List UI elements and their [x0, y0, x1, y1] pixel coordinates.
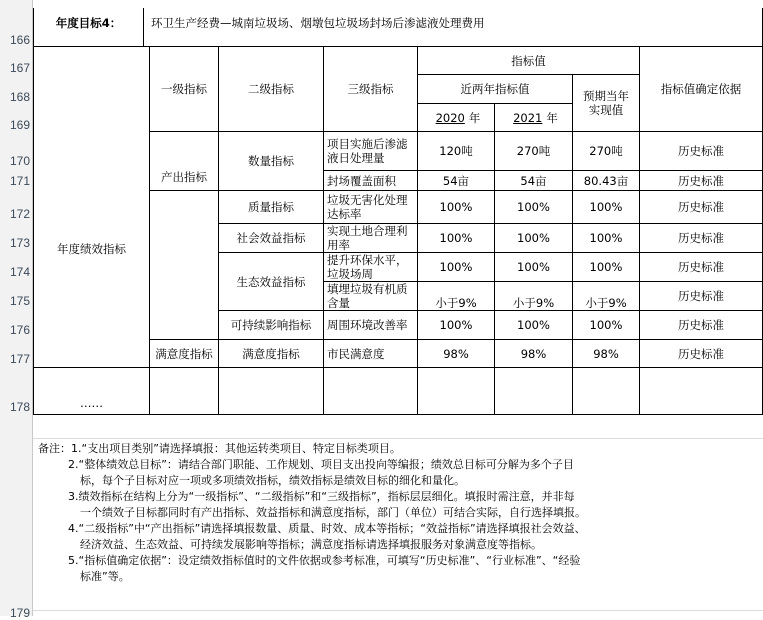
value-2020-cell[interactable]: 120吨	[439, 144, 473, 158]
header-level1[interactable]: 一级指标	[161, 82, 207, 96]
value-2020-cell[interactable]: 小于9%	[435, 296, 477, 310]
basis-cell[interactable]: 历史标准	[678, 200, 724, 214]
level3-cell[interactable]: 提升环保水平，垃圾场周	[327, 253, 408, 281]
value-2021-cell[interactable]: 100%	[517, 318, 550, 332]
annual-goal-text[interactable]: 环卫生产经费—城南垃圾场、烟墩包垃圾场封场后渗滤液处理费用	[151, 16, 485, 30]
level3-cell[interactable]: 项目实施后渗滤液日处理量	[327, 137, 408, 165]
sheet-gridline	[33, 438, 763, 439]
row-number[interactable]: 175	[9, 294, 30, 308]
expected-cell[interactable]: 98%	[593, 346, 619, 361]
note-line[interactable]: 一个绩效子目标都同时有产出指标、效益指标和满意度指标，部门（单位）可结合实际，自行选择填报。	[80, 506, 586, 519]
header-basis[interactable]: 指标值确定依据	[660, 82, 742, 96]
header-year-2021[interactable]	[495, 104, 572, 131]
row-number[interactable]: 167	[9, 61, 30, 75]
row-number[interactable]: 170	[9, 154, 30, 168]
year-2021-value: 2021	[513, 110, 543, 125]
row-number[interactable]: 172	[9, 207, 30, 221]
row-number[interactable]: 174	[9, 265, 30, 279]
expected-cell[interactable]: 80.43亩	[583, 173, 629, 188]
header-recent-years[interactable]: 近两年指标值	[460, 82, 530, 96]
level1-satisfaction[interactable]: 满意度指标	[155, 346, 213, 361]
value-2020-cell[interactable]: 54亩	[442, 173, 470, 188]
level3-cell[interactable]: 市民满意度	[327, 346, 385, 361]
level1-output[interactable]: 产出指标	[161, 170, 207, 184]
value-2021-cell[interactable]: 98%	[520, 346, 547, 361]
row-number[interactable]: 179	[9, 606, 30, 620]
level2-quality[interactable]: 质量指标	[248, 200, 294, 214]
table-border	[33, 414, 763, 415]
note-line[interactable]: 4.“二级指标”中“产出指标”请选择填报数量、质量、时效、成本等指标；“效益指标”请选择填报社会效益、	[68, 522, 586, 535]
value-2020-cell[interactable]: 100%	[439, 231, 473, 245]
level2-social[interactable]: 社会效益指标	[236, 231, 306, 245]
row-number[interactable]: 171	[9, 174, 30, 188]
basis-cell[interactable]: 历史标准	[678, 289, 724, 303]
value-2020-cell[interactable]: 98%	[443, 346, 469, 361]
expected-cell[interactable]: 小于9%	[585, 296, 627, 310]
annual-goal-label[interactable]: 年度目标4：	[55, 16, 122, 30]
header-year-2020[interactable]	[418, 104, 494, 131]
value-2021-cell[interactable]: 小于9%	[512, 296, 555, 310]
value-2021-cell[interactable]: 100%	[517, 231, 550, 245]
expected-cell[interactable]: 100%	[589, 200, 623, 214]
value-2020-cell[interactable]: 100%	[439, 260, 473, 274]
header-level3[interactable]: 三级指标	[347, 82, 394, 96]
basis-cell[interactable]: 历史标准	[678, 144, 724, 158]
value-2021-cell[interactable]: 270吨	[516, 144, 551, 158]
note-line[interactable]: 经济效益、生态效益、可持续发展影响等指标；满意度指标请选择填报服务对象满意度等指标。	[80, 538, 542, 551]
basis-cell[interactable]: 历史标准	[678, 260, 724, 274]
level2-sustainable[interactable]: 可持续影响指标	[230, 318, 312, 332]
value-2020-cell[interactable]: 100%	[439, 200, 473, 214]
basis-cell[interactable]: 历史标准	[678, 318, 724, 332]
expected-cell[interactable]: 100%	[589, 260, 623, 274]
level2-quantity[interactable]: 数量指标	[248, 154, 294, 168]
note-line[interactable]: 5.“指标值确定依据”：设定绩效指标值时的文件依据或参考标准，可填写“历史标准”、“行业标准”、“经验	[68, 554, 581, 567]
expected-cell[interactable]: 100%	[589, 318, 623, 332]
level3-cell[interactable]: 垃圾无害化处理达标率	[327, 193, 408, 221]
note-line[interactable]: 备注：1.“支出项目类别”请选择填报：其他运转类项目、特定目标类项目。	[38, 442, 401, 455]
sheet-gridline	[33, 610, 763, 611]
row-number[interactable]: 168	[9, 90, 30, 104]
value-2021-cell[interactable]: 54亩	[520, 173, 547, 188]
note-line[interactable]: 标准”等。	[80, 570, 130, 583]
value-2021-cell[interactable]: 100%	[517, 200, 550, 214]
note-line[interactable]: 3.绩效指标在结构上分为“一级指标”、“二级指标”和“三级指标”，指标层层细化。填报时需注意，并非每	[68, 490, 575, 503]
year-2021-suffix: 年	[546, 110, 558, 125]
row-number[interactable]: 178	[9, 400, 30, 414]
expected-cell[interactable]: 100%	[589, 231, 623, 245]
year-2020-value: 2020	[435, 110, 465, 125]
level2-ecological[interactable]: 生态效益指标	[236, 274, 306, 289]
basis-cell[interactable]: 历史标准	[678, 346, 724, 361]
level3-cell[interactable]: 周围环境改善率	[327, 318, 408, 332]
level3-cell[interactable]: 填埋垃圾有机质含量	[327, 282, 408, 310]
row-number[interactable]: 176	[9, 323, 30, 337]
level3-cell[interactable]: 封场覆盖面积	[327, 173, 396, 188]
row-number[interactable]: 173	[9, 236, 30, 250]
level2-satisfaction[interactable]: 满意度指标	[242, 346, 300, 361]
year-2020-suffix: 年	[468, 110, 481, 125]
row-number[interactable]: 177	[9, 352, 30, 366]
header-target-value[interactable]: 指标值	[511, 53, 546, 68]
basis-cell[interactable]: 历史标准	[678, 173, 724, 188]
note-line[interactable]: 标，每个子目标对应一项或多项绩效指标，绩效指标是绩效目标的细化和量化。	[80, 474, 465, 487]
notes-block	[38, 441, 738, 585]
annual-performance-label[interactable]: 年度绩效指标	[57, 242, 126, 256]
ellipsis-cell[interactable]: ……	[80, 396, 103, 410]
level3-cell[interactable]: 实现土地合理利用率	[327, 224, 408, 252]
note-line[interactable]: 2.“整体绩效总目标”：请结合部门职能、工作规划、项目支出投向等编报；绩效总目标可分解为多个子目	[68, 458, 574, 471]
header-expected[interactable]: 预期当年实现值	[583, 89, 629, 117]
value-2021-cell[interactable]: 100%	[517, 260, 550, 274]
expected-cell[interactable]: 270吨	[589, 144, 623, 158]
row-number[interactable]: 169	[9, 118, 30, 132]
table-border	[143, 8, 144, 46]
basis-cell[interactable]: 历史标准	[678, 231, 724, 245]
value-2020-cell[interactable]: 100%	[439, 318, 473, 332]
header-level2[interactable]: 二级指标	[248, 82, 294, 96]
row-number[interactable]: 166	[9, 33, 30, 47]
